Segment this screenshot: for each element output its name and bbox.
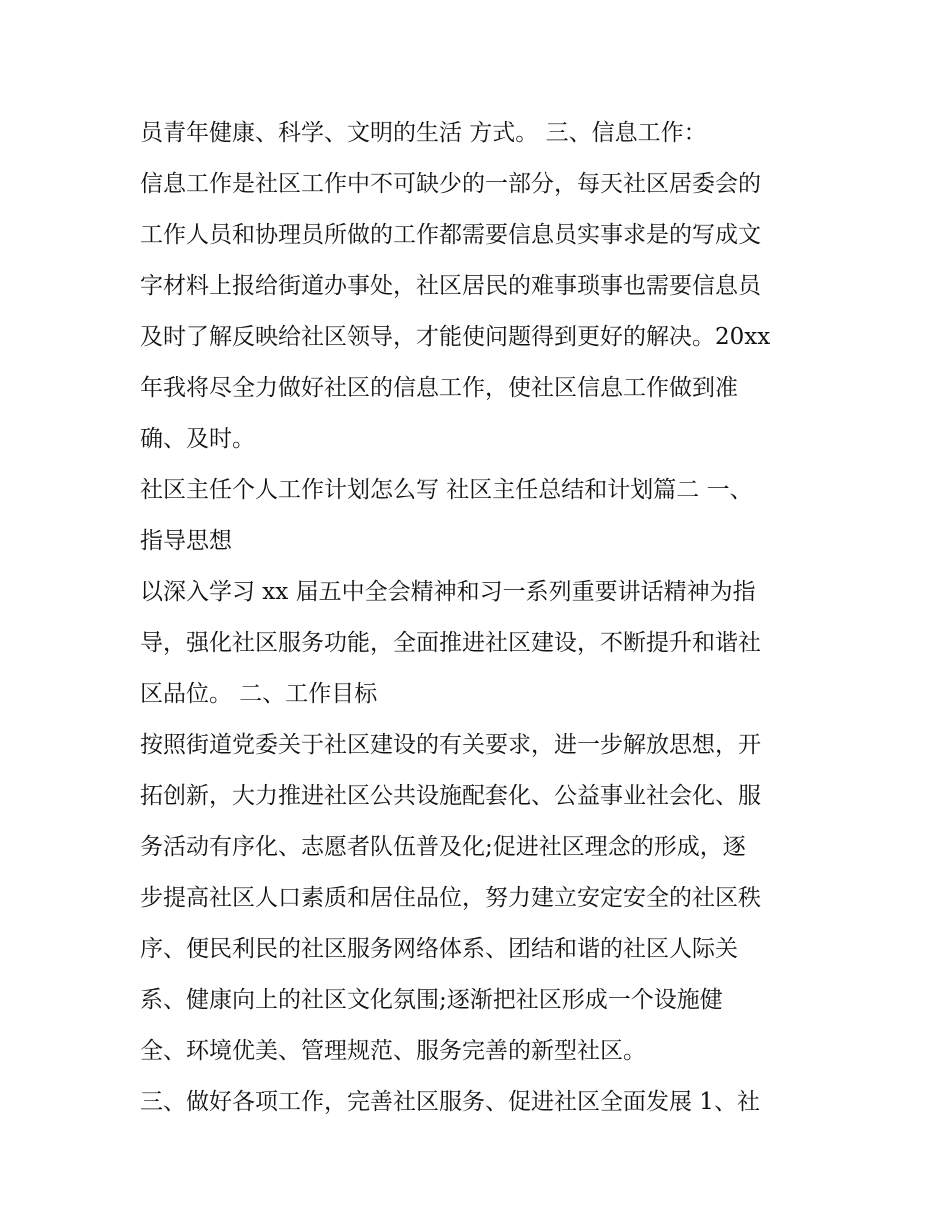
text-line: 序、便民利民的社区服务网络体系、团结和谐的社区人际关 [140, 936, 738, 962]
text-line: 工作人员和协理员所做的工作都需要信息员实事求是的写成文 [140, 222, 761, 248]
text-line: 员青年健康、科学、文明的生活 方式。 三、信息工作： [140, 120, 707, 146]
text-line: 年我将尽全力做好社区的信息工作，使社区信息工作做到准 [140, 375, 738, 401]
section-heading-line: 指导思想 [140, 528, 232, 554]
text-line: 信息工作是社区工作中不可缺少的一部分，每天社区居委会的 [140, 171, 761, 197]
text-line: 按照街道党委关于社区建设的有关要求，进一步解放思想，开 [140, 732, 761, 758]
text-line: 字材料上报给街道办事处，社区居民的难事琐事也需要信息员 [140, 273, 761, 299]
text-line: 导，强化社区服务功能，全面推进社区建设，不断提升和谐社 [140, 630, 761, 656]
text-line: 区品位。 二、工作目标 [140, 681, 378, 707]
section-heading-line: 社区主任个人工作计划怎么写 社区主任总结和计划篇二 一、 [140, 477, 753, 503]
text-line: 步提高社区人口素质和居住品位，努力建立安定安全的社区秩 [140, 885, 761, 911]
text-line: 三、做好各项工作，完善社区服务、促进社区全面发展 1、社 [140, 1089, 760, 1115]
text-line: 拓创新，大力推进社区公共设施配套化、公益事业社会化、服 [140, 783, 761, 809]
text-line: 全、环境优美、管理规范、服务完善的新型社区。 [140, 1038, 646, 1064]
text-line: 务活动有序化、志愿者队伍普及化;促进社区理念的形成，逐 [140, 834, 746, 860]
text-line: 以深入学习 xx 届五中全会精神和习一系列重要讲话精神为指 [140, 579, 756, 605]
text-line: 确、及时。 [140, 426, 255, 452]
text-line: 系、健康向上的社区文化氛围;逐渐把社区形成一个设施健 [140, 987, 723, 1013]
document-body [140, 108, 830, 1128]
text-line: 及时了解反映给社区领导，才能使问题得到更好的解决。20xx [140, 324, 771, 350]
